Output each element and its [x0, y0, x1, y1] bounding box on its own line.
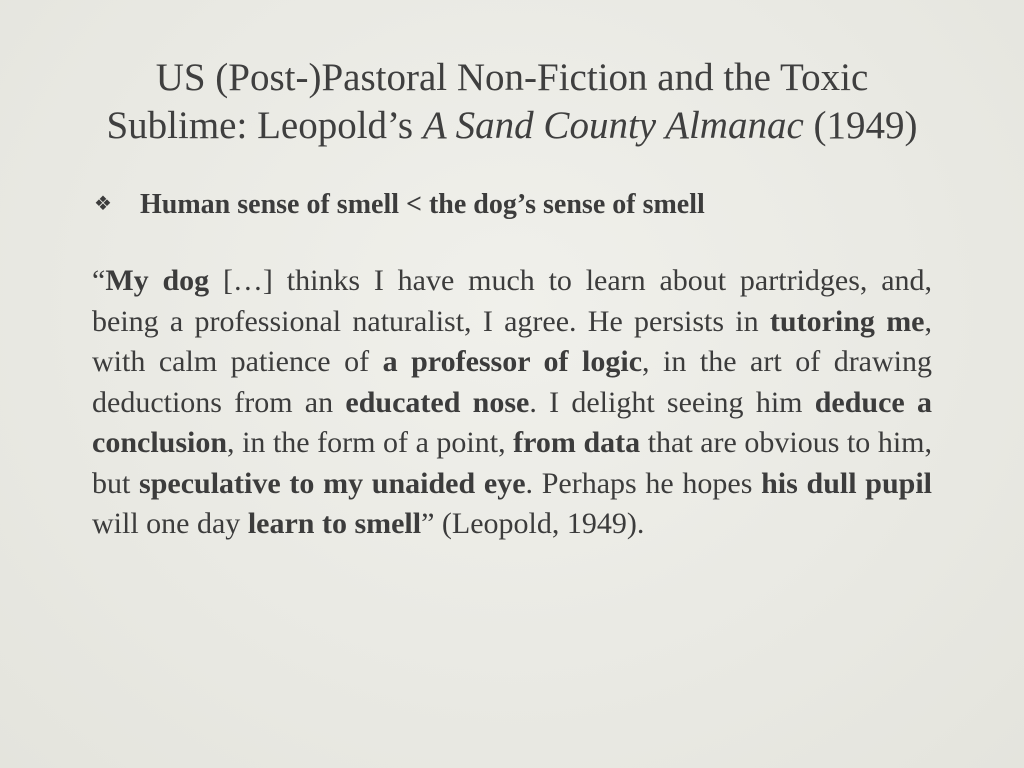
quote-text: , in the form of a point, [227, 426, 514, 459]
quote-text: ” (Leopold, 1949). [421, 507, 645, 540]
diamond-bullet-icon: ❖ [94, 193, 112, 215]
quote-emphasis: a professor of logic [382, 345, 643, 378]
quote-text: . I delight seeing him [529, 385, 815, 419]
quote-text: […] thinks I have much to learn about partridges, and, being a professional naturalist, I agree. He persists in [92, 264, 933, 338]
title-year: (1949) [803, 104, 918, 147]
quote-text: will one day [92, 507, 248, 540]
quote-text: that are obvious to him, but [92, 426, 933, 500]
leopold-quote [92, 261, 932, 545]
title-prefix: Sublime: Leopold’s [106, 104, 423, 147]
quote-emphasis: deduce a conclusion [92, 385, 933, 459]
quote-emphasis: from data [513, 426, 641, 459]
quote-emphasis: My dog [105, 264, 210, 297]
quote-emphasis: educated nose [345, 385, 530, 419]
quote-text: , with calm patience of [92, 304, 932, 378]
slide-title [60, 54, 964, 150]
quote-emphasis: tutoring me [769, 304, 925, 338]
book-title: A Sand County Almanac [422, 104, 804, 147]
title-line-1: US (Post-)Pastoral Non-Fiction and the Toxic [155, 56, 869, 99]
quote-emphasis: his dull pupil [761, 466, 932, 500]
quote-emphasis: speculative to my unaided eye [139, 466, 526, 500]
bullet-text: Human sense of smell < the dog’s sense of smell [140, 189, 705, 220]
quote-text: . Perhaps he hopes [525, 466, 762, 500]
quote-text: “ [92, 264, 106, 297]
quote-text: , in the art of drawing deductions from an [92, 345, 932, 419]
quote-emphasis: learn to smell [247, 507, 422, 540]
bullet-point [94, 186, 705, 223]
title-line-2 [60, 102, 964, 150]
